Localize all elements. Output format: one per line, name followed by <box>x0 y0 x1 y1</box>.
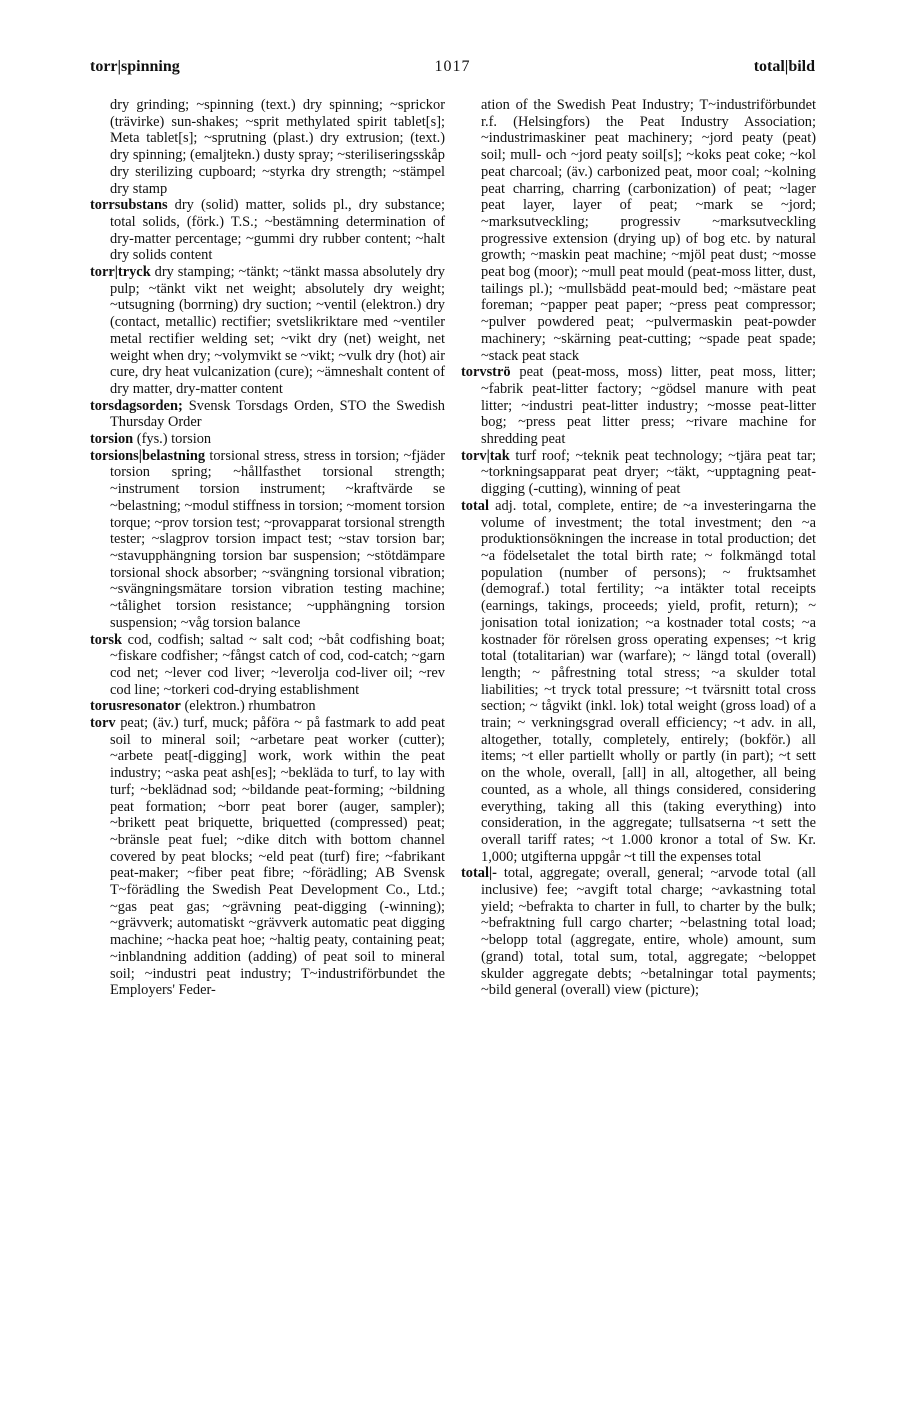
entry-text: (fys.) torsion <box>133 431 212 448</box>
dictionary-entry <box>90 431 445 448</box>
entry-continuation <box>461 97 816 364</box>
dictionary-entry <box>461 364 816 448</box>
entry-text: cod, codfish; saltad ~ salt cod; ~båt codfishing boat; ~fiskare codfisher; ~fångst catch of cod, cod-catch; ~garn cod net; ~lever cod liver; ~leverolja cod-liver oil; ~rev cod line; ~torkeri cod-drying establishment <box>110 631 445 698</box>
dictionary-entry <box>90 197 445 264</box>
left-column <box>90 97 445 999</box>
entry-text: total, aggregate; overall, general; ~arvode total (all inclusive) fee; ~avgift total charge; ~avkastning total yield; ~befrakta to charter in full, to charter by the bulk; ~befraktning full cargo charter; ~belastning total load; ~belopp total (aggregate, entire, whole) amount, sum (grand) total, total sum, total, aggregate; ~beloppet skulder aggregate debts; ~betalningar total payments; ~bild general (overall) view (picture); <box>481 865 816 999</box>
dictionary-entry <box>461 448 816 498</box>
headword: torr|tryck <box>90 264 151 281</box>
right-column <box>461 97 816 999</box>
dictionary-entry <box>461 498 816 865</box>
entry-continuation <box>90 97 445 197</box>
page-number: 1017 <box>434 58 471 75</box>
headword: torvströ <box>461 364 511 381</box>
headword: torv|tak <box>461 447 510 464</box>
headword: total|- <box>461 865 497 882</box>
dictionary-entry <box>90 698 445 715</box>
entry-text: (elektron.) rhumbatron <box>180 698 316 715</box>
entry-text: dry (solid) matter, solids pl., dry substance; total solids, (förk.) T.S.; ~bestämning determination of dry-matter percentage; ~gummi dry rubber content; ~halt dry solids content <box>110 197 445 264</box>
dictionary-entry <box>90 448 445 632</box>
entry-text: turf roof; ~teknik peat technology; ~tjära peat tar; ~torkningsapparat peat dryer; ~täkt, ~upptagning peat-digging (-cutting), winning of peat <box>481 447 816 498</box>
entry-text: adj. total, complete, entire; de ~a investeringarna the volume of investment; the total investment; den ~a produktionsökningen the increase in total production; det ~a födelsetalet the total birth rate; ~ folkmängd total population (number of persons); ~ fruktsamhet (demograf.) total fertility; ~a intäkter total receipts (earnings, takings, proceeds; yield, profit, return); ~ jonisation total ionization; ~a kostnader total costs; ~a kostnader för rörelsen gross operating expenses; ~t krig total (totalitarian) war (warfare); ~ längd total (overall) length; ~ påfrestning total stress; ~a skulder total liabilities; ~t tryck total pressure; ~t tvärsnitt total cross section; ~ tågvikt (inkl. lok) total weight (gross load) of a train; ~ verkningsgrad overall efficiency; ~t adv. in all, altogether, totally, completely, entirely; (bokför.) all items; ~t eller partiellt wholly or partly (in part); ~t sett on the whole, overall, [all] in all, altogether, all being counted, as a whole, all things considered, considering everything, taking all this (taking everything) into consideration, in the aggregate; tullsatserna ~t sett the overall tariff rates; ~t 1.000 kronor a total of Sw. Kr. 1,000; utgifterna uppgår ~t till the expenses total <box>481 497 816 865</box>
header-left-guideword: torr|spinning <box>90 58 180 75</box>
headword: torrsubstans <box>90 197 168 214</box>
entry-text: Svensk Torsdags Orden, STO the Swedish Thursday Order <box>110 397 445 431</box>
headword: total <box>461 497 489 514</box>
entry-text: ation of the Swedish Peat Industry; T~industriförbundet r.f. (Helsingfors) the Peat Industry Association; ~industrimaskiner peat machinery; ~jord peaty (peat) soil; mull- och ~jord peaty soil[s]; ~koks peat coke; ~kol peat charcoal; (äv.) carbonized peat, moor coal; ~kolning peat charring, charring (carbonization) of peat; ~lager peat layer, layer of peat; ~mark se ~jord; ~marksutveckling; progressiv ~marksutveckling progressive extension (drying up) of bog etc. by natural growth; ~maskin peat machine; ~mjöl peat dust; ~mosse peat bog (moor); ~mull peat mould (peat-moss litter, dust, tailings pl.); ~mullsbädd peat-mould bed; ~mästare peat foreman; ~papper peat paper; ~press peat compressor; ~pulver powdered peat; ~pulvermaskin peat-powder machinery; ~skärning peat-cutting; ~spade peat spade; ~stack peat stack <box>481 97 816 364</box>
headword: torsions|belastning <box>90 447 206 464</box>
dictionary-entry <box>461 865 816 999</box>
headword: torusresonator <box>90 698 181 715</box>
headword: torsion <box>90 431 134 448</box>
page-header <box>90 58 815 84</box>
entry-text: torsional stress, stress in torsion; ~fjäder torsion spring; ~hållfasthet torsional strength; ~instrument torsion instrument; ~kraftvärde se ~belastning; ~modul stiffness in torsion; ~moment torsion torque; ~prov torsion test; ~provapparat torsional strength tester; ~slagprov torsion impact test; ~stav torsion bar; ~stavupphängning torsion bar suspension; ~stötdämpare torsional shock absorber; ~svängning torsional vibration; ~svängningsmätare torsion vibration testing machine; ~tålighet torsion resistance; ~upphängning torsion suspension; ~våg torsion balance <box>110 447 445 631</box>
entry-text: peat; (äv.) turf, muck; påföra ~ på fastmark to add peat soil to mineral soil; ~arbetare peat worker (cutter); ~arbete peat[-digging] work, work within the peat industry; ~aska peat ash[es]; ~bekläda to turf, to lay with turf; ~beklädnad sod; ~bildande peat-forming; ~bildning peat formation; ~borr peat borer (auger, sampler); ~brikett peat briquette, briquetted (compressed) peat; ~bränsle peat fuel; ~dike ditch with bottom channel covered by peat blocks; ~eld peat (turf) fire; ~fabrikant peat-maker; ~fiber peat fibre; ~förädling; AB Svensk T~förädling the Swedish Peat Development Co., Ltd.; ~gas peat gas; ~grävning peat-digging (-winning); ~grävverk; automatiskt ~grävverk automatic peat digging machine; ~hacka peat hoe; ~haltig peaty, containing peat; ~inblandning addition (adding) of peat soil to mineral soil; ~industri peat industry; T~industriförbundet the Employers' Feder- <box>110 715 445 999</box>
dictionary-entry <box>90 715 445 999</box>
headword: torsdagsorden; <box>90 397 183 414</box>
header-right-guideword: total|bild <box>753 58 815 75</box>
headword: torv <box>90 715 116 732</box>
entry-text: peat (peat-moss, moss) litter, peat moss, litter; ~fabrik peat-litter factory; ~gödsel manure with peat litter; ~industri peat-litter industry; ~mosse peat-litter bog; ~press peat litter press; ~rivare machine for shredding peat <box>481 364 816 448</box>
dictionary-entry <box>90 264 445 398</box>
entry-text: dry stamping; ~tänkt; ~tänkt massa absolutely dry pulp; ~tänkt vikt net weight; absolutely dry weight; ~utsugning (borrning) dry suction; ~ventil (elektron.) dry (contact, metallic) rectifier; svetslikriktare med ~ventiler metal rectifier welding set; ~vikt dry (net) weight, net weight when dry; ~volymvikt se ~vikt; ~vulk dry (hot) air cure, dry heat vulcanization (cure); ~ämneshalt content of dry matter, dry-matter content <box>110 264 445 397</box>
headword: torsk <box>90 631 122 648</box>
entry-text: dry grinding; ~spinning (text.) dry spinning; ~sprickor (trävirke) sun-shakes; ~sprit methylated spirit tablet[s]; Meta tablet[s]; ~sprutning (plast.) dry extrusion; (text.) dry spinning; (emaljtekn.) dusty spray; ~steriliseringsskåp dry sterilizing cupboard; ~styrka dry strength; ~stämpel dry stamp <box>110 97 445 197</box>
dictionary-entry <box>90 632 445 699</box>
dictionary-entry <box>90 398 445 431</box>
